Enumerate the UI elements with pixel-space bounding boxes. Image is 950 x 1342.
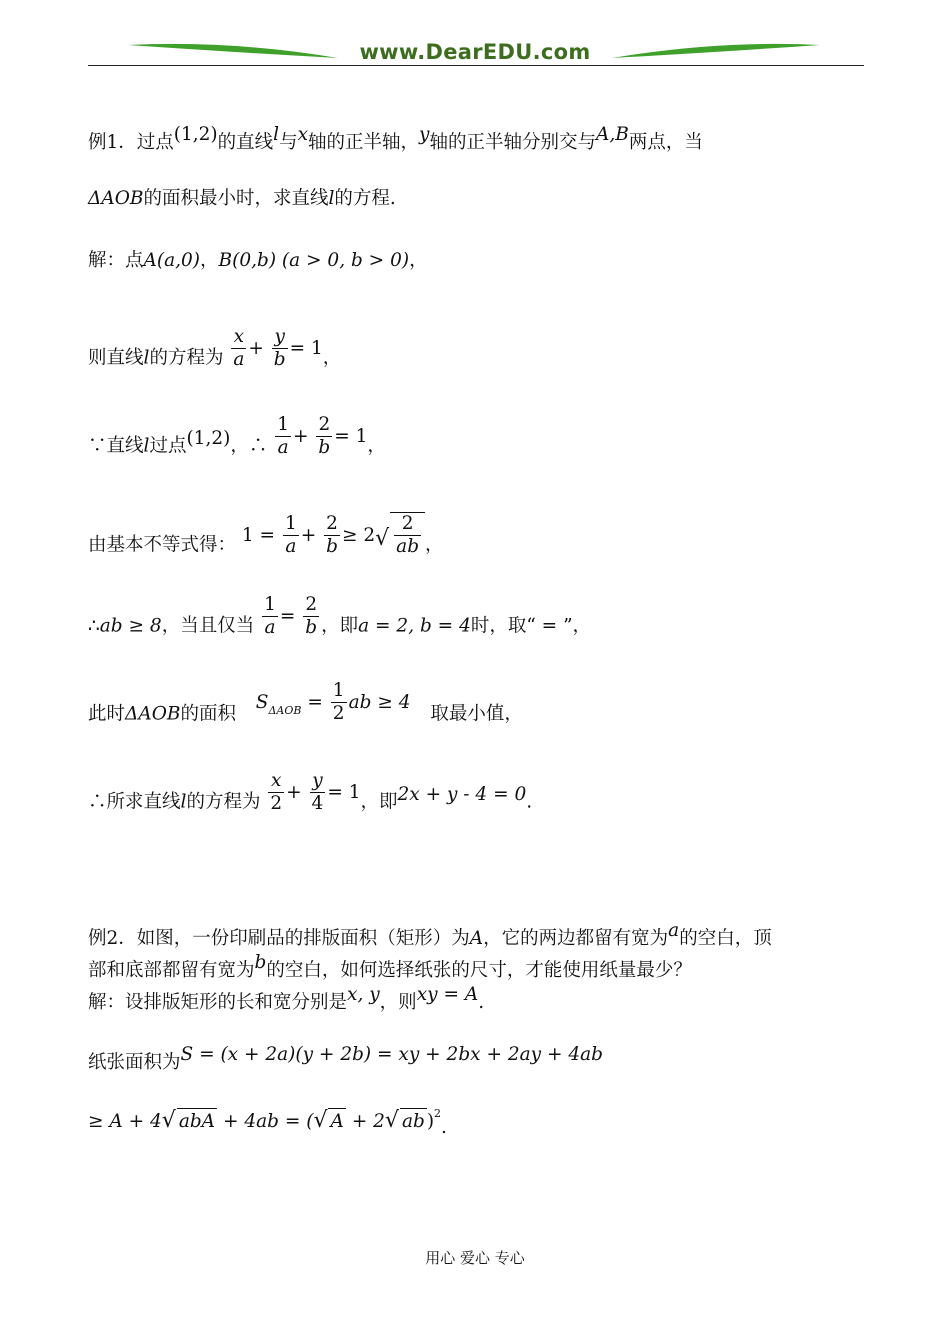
ex2-problem-line-1: 例2．如图，一份印刷品的排版面积（矩形）为A，它的两边都留有宽为a的空白，顶 [88,920,772,949]
fraction-2-over-b: $\frac{2}{b}$ [326,513,338,557]
fraction-2-over-b: $\frac{2}{b}$ [305,594,318,638]
ex1-am-gm-inequality: 由基本不等式得： 1 = $\frac{1}{a}$ + $\frac{2}{b}$ ≥ 2√ $\frac{2}{ab}$ ， [88,513,444,557]
ex1-solution-points: 解：点A(a,0)，B(0,b) (a > 0, b > 0)， [88,250,428,271]
site-logo: www.DearEDU.com [359,40,591,64]
ex2-solution-setup: 解：设排版矩形的长和宽分别是x, y，则xy = A. [88,984,485,1013]
fraction-1-over-a: $\frac{1}{a}$ [264,594,276,638]
page-footer: 用心 爱心 专心 [425,1249,525,1267]
fraction-y-over-4: $\frac{y}{4}$ [311,770,324,814]
ex1-area-minimum: 此时ΔAOB的面积 $S^{\Delta AOB}$ = $\frac{1}{2}$ ab ≥ 4 取最小值， [88,680,523,725]
ex1-passes-point: ∵直线l过点(1,2)，∴ $\frac{1}{a}$ + $\frac{2}{b}$ = 1， [88,414,386,458]
fraction-1-over-2: $\frac{1}{2}$ [332,680,345,724]
fraction-y-over-b: $\frac{y}{b}$ [273,326,286,370]
fraction-x-over-a: $\frac{x}{a}$ [233,326,245,370]
ex2-paper-area: 纸张面积为S = (x + 2a)(y + 2b) = xy + 2bx + 2ay + 4ab [88,1044,604,1073]
ex1-equality-condition: ∴ab ≥ 8，当且仅当 $\frac{1}{a}$ = $\frac{2}{b}$ ，即a = 2, b = 4时，取“ = ”， [88,594,592,638]
ex1-problem-line-2: ΔAOB的面积最小时，求直线l的方程. [88,188,396,209]
ex1-problem-line-1: 例1．过点(1,2)的直线l与x轴的正半轴，y轴的正半轴分别交与A,B两点，当 [88,124,703,153]
ex1-line-equation: 则直线l的方程为 $\frac{x}{a}$ + $\frac{y}{b}$ = 1， [88,326,342,370]
ex1-final-equation: ∴所求直线l的方程为 $\frac{x}{2}$ + $\frac{y}{4}$ = 1，即2x + y - 4 = 0. [88,770,533,814]
page-header [0,0,950,70]
fraction-1-over-a: $\frac{1}{a}$ [277,414,289,458]
header-rule [88,65,864,66]
fraction-x-over-2: $\frac{x}{2}$ [270,770,283,814]
ex2-area-inequality: ≥ A + 4√ abA + 4ab = (√ A + 2√ ab )$^2$. [88,1107,447,1138]
fraction-1-over-a: $\frac{1}{a}$ [284,513,297,557]
ex2-problem-line-2: 部和底部都留有宽为b的空白，如何选择纸张的尺寸，才能使用纸量最少？ [88,952,692,981]
fraction-2-over-b: $\frac{2}{b}$ [318,414,331,458]
sqrt-2-over-ab: $\frac{2}{ab}$ [390,512,425,558]
